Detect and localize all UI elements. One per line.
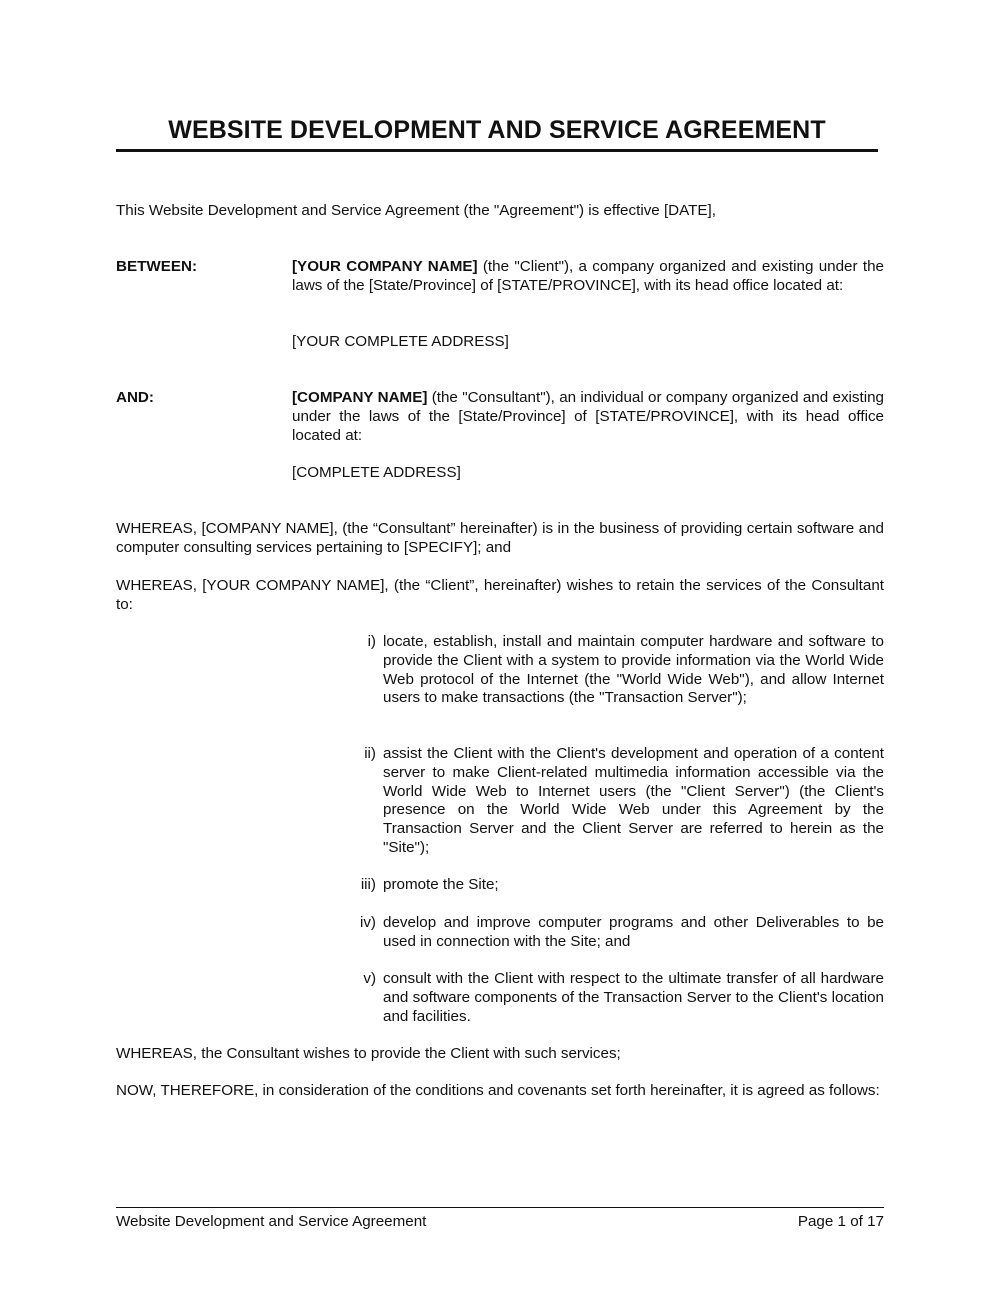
title-underline — [116, 149, 878, 152]
party-consultant-name: [COMPANY NAME] — [292, 389, 428, 406]
party-consultant-address: [COMPLETE ADDRESS] — [292, 464, 461, 481]
footer-rule — [116, 1207, 884, 1208]
service-item-text: locate, establish, install and maintain computer hardware and software to provide the Client with a system to provide information via the World Wide Web protocol of the Internet (the "World Wide Web"), and allow Internet users to make transactions (the "Transaction Server"); — [383, 633, 884, 707]
service-item-number: ii) — [364, 745, 376, 762]
footer-document-name: Website Development and Service Agreement — [116, 1213, 427, 1230]
party-client-address: [YOUR COMPLETE ADDRESS] — [292, 333, 509, 350]
footer-page-number: Page 1 of 17 — [797, 1213, 884, 1230]
whereas-paragraph-3: WHEREAS, the Consultant wishes to provide the Client with such services; — [116, 1045, 621, 1062]
party-label-and: AND: — [116, 389, 154, 406]
service-item-text: promote the Site; — [383, 876, 499, 893]
service-item-number: i) — [367, 633, 376, 650]
service-item-text: consult with the Client with respect to the ultimate transfer of all hardware and software components of the Transaction Server to the Client's location and facilities. — [383, 970, 884, 1025]
party-consultant-paragraph — [292, 389, 884, 445]
party-client-paragraph — [292, 258, 884, 296]
service-item-number: iii) — [360, 876, 376, 893]
service-item-text: develop and improve computer programs and other Deliverables to be used in connection with the Site; and — [383, 914, 884, 950]
service-item-number: iv) — [359, 914, 376, 931]
document-title: WEBSITE DEVELOPMENT AND SERVICE AGREEMENT — [168, 116, 826, 144]
now-therefore-paragraph: NOW, THEREFORE, in consideration of the conditions and covenants set forth hereinafter, it is agreed as follows: — [116, 1082, 880, 1099]
intro-paragraph: This Website Development and Service Agreement (the "Agreement") is effective [DATE], — [116, 202, 716, 219]
service-item-number: v) — [363, 970, 376, 987]
party-client-description: (the "Client"), a company organized and existing under the laws of the [State/Province] of [STATE/PROVINCE], with its head office located at: — [292, 258, 884, 294]
party-label-between: BETWEEN: — [116, 258, 197, 275]
party-consultant-description: (the "Consultant"), an individual or company organized and existing under the laws of the [State/Province] of [STATE/PROVINCE], with its head office located at: — [292, 389, 885, 444]
whereas-paragraph-2: WHEREAS, [YOUR COMPANY NAME], (the “Client”, hereinafter) wishes to retain the services of the Consultant to: — [116, 577, 884, 613]
service-item-text: assist the Client with the Client's development and operation of a content server to make Client-related multimedia information accessible via the World Wide Web to Internet users (the "Client Server") (the Client's presence on the World Wide Web under this Agreement by the Transaction Server and the Client Server are referred to herein as the "Site"); — [383, 745, 884, 856]
party-client-name: [YOUR COMPANY NAME] — [292, 258, 478, 275]
whereas-paragraph-1: WHEREAS, [COMPANY NAME], (the “Consultant” hereinafter) is in the business of providing certain software and computer consulting services pertaining to [SPECIFY]; and — [116, 520, 884, 556]
